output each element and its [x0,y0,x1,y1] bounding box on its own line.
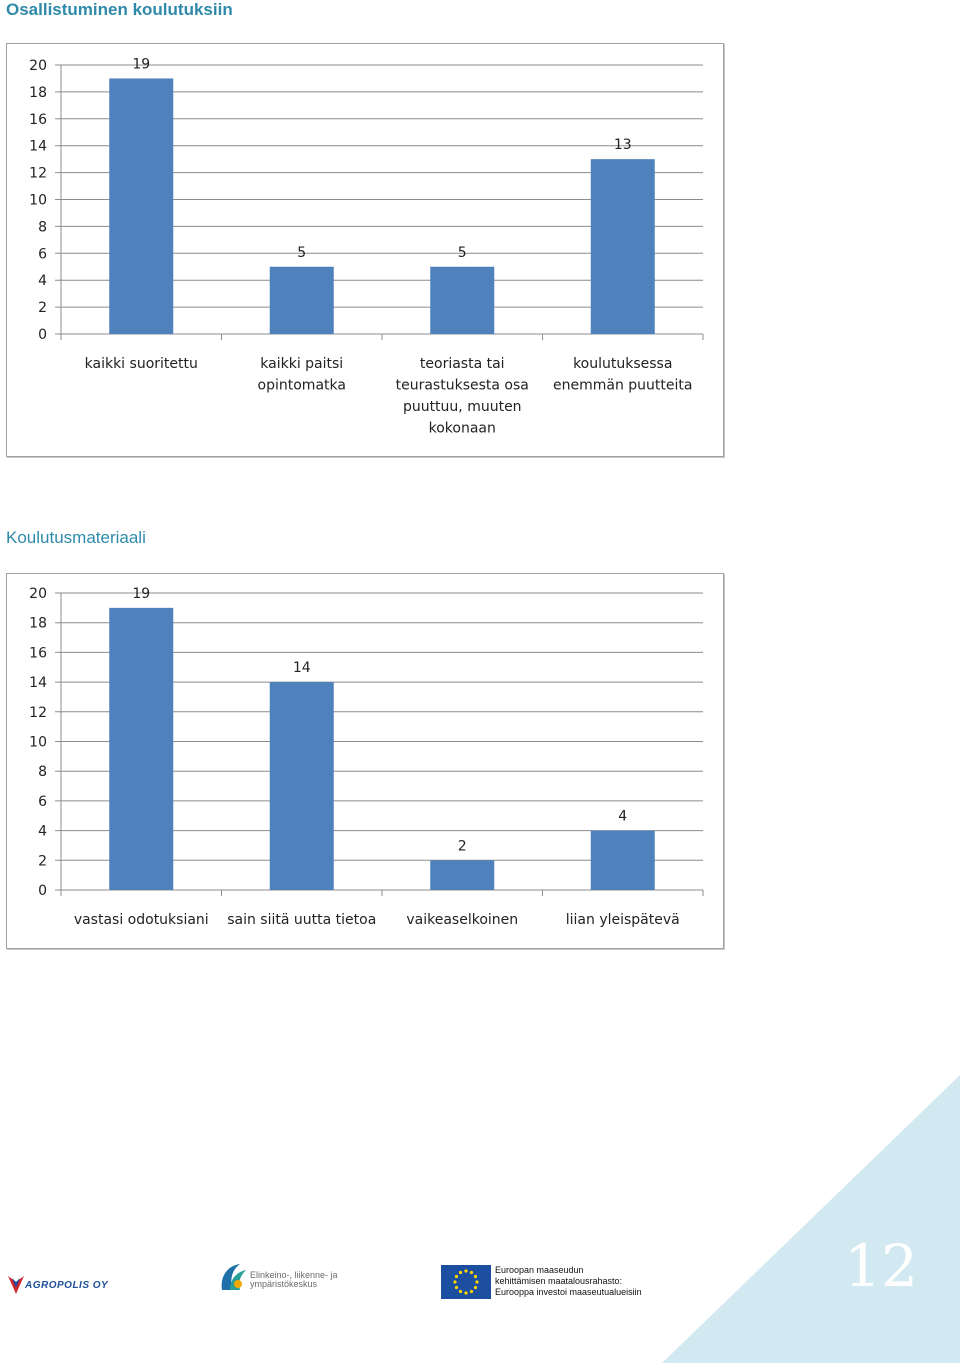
eu-text-line2: kehittämisen maatalousrahasto: [495,1276,623,1286]
data-label: 2 [457,838,467,855]
data-label: 5 [297,244,307,261]
category-label: koulutuksessa [573,356,673,372]
bar [109,608,173,890]
eu-star [474,1275,477,1278]
chart-material [6,573,724,949]
eu-star [474,1286,477,1289]
page-heading-material: Koulutusmateriaali [6,528,146,547]
category-label: vaikeaselkoinen [406,912,519,928]
eu-text-line1: Euroopan maaseudun [495,1265,584,1275]
bar [430,267,494,334]
eu-star [455,1275,458,1278]
page-number: 12 [844,1232,918,1300]
y-tick-label: 20 [29,586,47,602]
y-tick-label: 16 [29,111,47,128]
page-heading-participation: Osallistuminen koulutuksiin [6,0,233,19]
eu-star [475,1280,478,1283]
agropolis-logo-text: AGROPOLIS OY [25,1280,109,1291]
y-tick-label: 16 [29,645,47,662]
y-tick-label: 8 [38,764,47,781]
eu-star [464,1291,467,1294]
eu-star [470,1271,473,1274]
category-label: kaikki suoritettu [84,356,198,372]
data-label: 19 [132,585,151,602]
eu-star [459,1271,462,1274]
y-tick-label: 14 [29,138,47,155]
data-label: 13 [613,137,632,154]
bar [591,831,655,890]
ely-text-line2: ympäristökeskus [250,1279,318,1289]
chart-participation-svg [7,44,723,456]
y-tick-label: 6 [38,246,47,263]
eu-star [455,1286,458,1289]
category-label: vastasi odotuksiani [73,912,209,928]
category-label: liian yleispätevä [565,912,680,928]
bar [270,267,334,334]
y-tick-label: 0 [38,327,47,343]
y-tick-label: 4 [38,823,47,840]
bar [591,159,655,334]
chart-material-svg [7,574,723,948]
y-tick-label: 10 [29,192,47,209]
y-tick-label: 18 [29,615,47,632]
eu-flag-icon [441,1265,491,1299]
category-label: teurastuksesta osa [395,377,529,394]
category-label: puuttuu, muuten [402,399,522,415]
category-label: opintomatka [257,377,346,394]
category-label: enemmän puutteita [553,377,693,394]
y-tick-label: 20 [29,58,47,74]
bar [430,860,494,890]
y-tick-label: 2 [38,853,47,870]
bar [109,78,173,334]
y-tick-label: 0 [38,883,47,899]
y-tick-label: 14 [29,675,47,692]
category-label: teoriasta tai [419,356,505,372]
ely-logo-icon [218,1262,248,1294]
eu-star [464,1269,467,1272]
data-label: 5 [457,244,467,261]
eu-star [453,1280,456,1283]
y-tick-label: 6 [38,793,47,810]
category-label: kokonaan [428,420,496,437]
y-tick-label: 10 [29,734,47,751]
bar [270,682,334,890]
y-tick-label: 8 [38,219,47,236]
category-label: kaikki paitsi [260,356,344,372]
eu-logo-text [495,1265,642,1298]
y-tick-label: 12 [29,704,47,721]
data-label: 4 [618,808,628,825]
eu-text-line3: Eurooppa investoi maaseutualueisiin [495,1287,642,1297]
ely-text-line1: Elinkeino-, liikenne- ja [250,1270,338,1280]
category-label: sain siitä uutta tietoa [227,912,377,928]
agropolis-logo-icon [6,1272,26,1300]
y-tick-label: 4 [38,273,47,290]
data-label: 19 [132,56,151,73]
eu-star [470,1290,473,1293]
y-tick-label: 12 [29,165,47,182]
eu-star [459,1290,462,1293]
ely-logo-text [250,1271,338,1289]
chart-participation [6,43,724,457]
y-tick-label: 2 [38,300,47,317]
y-tick-label: 18 [29,84,47,101]
data-label: 14 [292,660,311,677]
